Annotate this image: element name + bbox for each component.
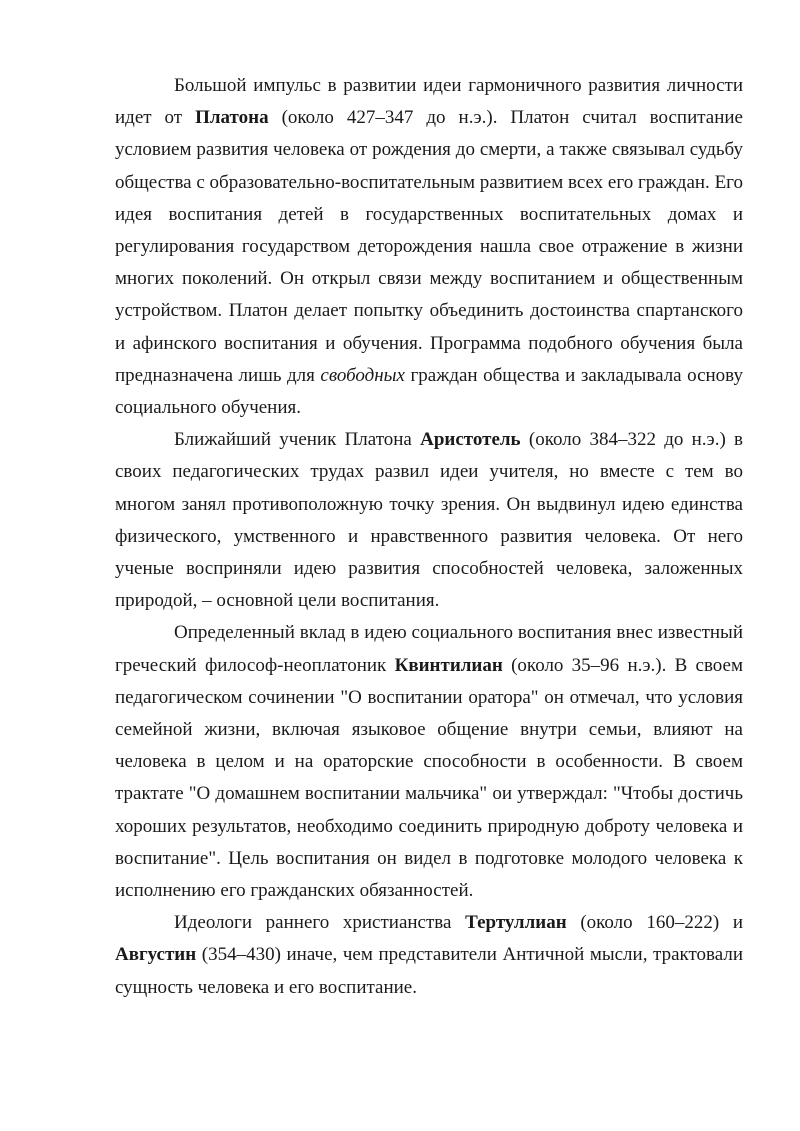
- paragraph-christianity: [115, 907, 743, 1004]
- paragraph-text: Ближайший ученик Платона: [174, 429, 421, 451]
- paragraph-text: Идеологи раннего христианства: [174, 912, 466, 934]
- paragraph-text: (около 384–322 до н.э.) в своих педагогических трудах развил идеи учителя, но вместе с тем во многом занял противоположную точку зрения. Он выдвинул идею единства физического, умственного и нравственного развития человека. От него ученые восприняли идею развития способностей человека, заложенных природой, – основной цели воспитания.: [115, 429, 743, 612]
- paragraph-text: (около 35–96 н.э.). В своем педагогическом сочинении "О воспитании оратора" он отмечал, что условия семейной жизни, включая языковое общение внутри семьи, влияют на человека в целом и на ораторские способности в особенности. В своем трактате "О домашнем воспитании мальчика" ои утверждал: "Чтобы достичь хороших результатов, необходимо соединить природную доброту человека и воспитание". Цель воспитания он видел в подготовке молодого человека к исполнению его гражданских обязанностей.: [115, 654, 743, 902]
- paragraph-plato: [115, 70, 743, 424]
- paragraph-quintilian: [115, 617, 743, 907]
- name-augustine: Августин: [115, 944, 197, 966]
- name-quintilian: Квинтилиан: [394, 654, 503, 676]
- paragraph-text: (около 160–222) и: [566, 912, 743, 934]
- name-tertullian: Тертуллиан: [465, 912, 567, 934]
- paragraph-text: Определенный вклад в идею социального воспитания внес известный греческий философ-неоплатоник: [115, 622, 743, 676]
- paragraph-text: (354–430) иначе, чем представители Античной мысли, трактовали сущность человека и его воспитание.: [115, 944, 743, 998]
- paragraph-aristotle: [115, 424, 743, 617]
- emphasis-free: свободных: [320, 364, 405, 386]
- paragraph-text: Большой импульс в развитии идеи гармоничного развития личности идет от: [115, 75, 743, 129]
- paragraph-text: граждан общества и закладывала основу социального обучения.: [115, 364, 743, 419]
- name-aristotle: Аристотель: [420, 429, 521, 451]
- paragraph-text: (около 427–347 до н.э.). Платон считал воспитание условием развития человека от рождения до смерти, а также связывал судьбу общества с образовательно-воспитательным развитием всех его граждан. Его идея воспитания детей в государственных воспитательных домах и регулирования государством деторождения нашла свое отражение в жизни многих поколений. Он открыл связи между воспитанием и общественным устройством. Платон делает попытку объединить достоинства спартанского и афинского воспитания и обучения. Программа подобного обучения была предназначена лишь для: [115, 107, 743, 386]
- document-page: [115, 70, 743, 1004]
- name-plato: Платона: [195, 107, 269, 129]
